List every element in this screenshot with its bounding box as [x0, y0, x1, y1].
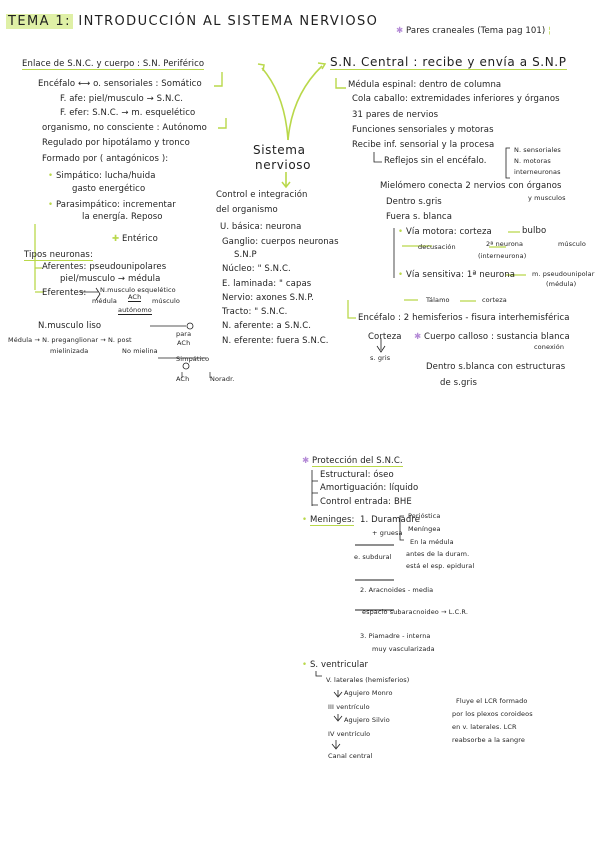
pares-craneales-text: Pares craneales (Tema pag 101) — [406, 26, 546, 36]
s-gris: s. gris — [370, 354, 391, 362]
snc-header: S.N. Central : recibe y envía a S.N.P — [330, 55, 567, 69]
aferentes-line: Aferentes: pseudounipolares — [42, 262, 167, 272]
page-title — [6, 14, 378, 29]
aracnoides: 2. Aracnoides - media — [360, 586, 434, 594]
en-medula-1: En la médula — [410, 538, 454, 546]
ach-para-small: ACh — [177, 339, 191, 347]
title-text: INTRODUCCIÓN AL SISTEMA NERVIOSO — [78, 14, 379, 29]
title-tema: TEMA 1: — [8, 14, 71, 29]
dentro-blanca: Dentro s.blanca con estructuras — [426, 362, 566, 372]
aferentes-line-2: piel/musculo → médula — [60, 274, 161, 284]
musculo-r: músculo — [558, 240, 587, 248]
fluye-4: reabsorbe a la sangre — [452, 736, 526, 744]
encefalo-hemisferios: Encéfalo : 2 hemisferios - fisura interhemisférica — [358, 313, 570, 323]
no-mielina-small: No mielina — [122, 347, 158, 355]
autonomo-line: organismo, no consciente : Autónomo — [42, 123, 207, 133]
en-medula-2: antes de la duram. — [406, 550, 470, 558]
centro-sistema: Sistema — [253, 143, 306, 157]
centro-nervioso: nervioso — [255, 158, 312, 172]
control-item: U. básica: neurona — [220, 222, 302, 232]
de-s-gris: de s.gris — [440, 378, 478, 388]
corteza-2: Corteza — [368, 332, 402, 342]
regulado-line: Regulado por hipotálamo y tronco — [42, 138, 190, 148]
via-motora: • Vía motora: corteza — [398, 227, 492, 237]
interneuronas: interneuronas — [514, 168, 561, 176]
iii-ventriculo: III ventrículo — [328, 703, 370, 711]
cuerpo-calloso: ✱ Cuerpo calloso : sustancia blanca — [414, 332, 570, 342]
espacio-sub: espacio subaracnoideo → L.C.R. — [362, 608, 468, 616]
recibe-inf: Recibe inf. sensorial y la procesa — [352, 140, 495, 150]
en-medula-3: está el esp. epidural — [406, 562, 475, 570]
control-item: N. eferente: fuera S.N.C. — [222, 336, 329, 346]
medula-p: (médula) — [546, 280, 577, 288]
simpatico-line: • Simpático: lucha/huida — [48, 171, 156, 181]
pares-nervios: 31 pares de nervios — [352, 110, 439, 120]
formado-line: Formado por ( antagónicos ): — [42, 154, 169, 164]
n-musculo-esq: N.musculo esquelético — [100, 286, 176, 294]
gruesa: + gruesa — [372, 529, 403, 537]
bulbo: bulbo — [522, 226, 547, 236]
iv-ventriculo: IV ventrículo — [328, 730, 371, 738]
piamadre: 3. Piamadre - interna — [360, 632, 431, 640]
noradr-small: Noradr. — [210, 375, 235, 383]
mielinizada-small: mielinizada — [50, 347, 89, 355]
reflejos: Reflejos sin el encéfalo. — [384, 156, 487, 166]
fluye-1: Fluye el LCR formado — [456, 697, 528, 705]
amortiguacion: Amortiguación: líquido — [320, 483, 419, 493]
meninges: • Meninges: — [302, 515, 355, 525]
control-entrada: Control entrada: BHE — [320, 497, 412, 507]
n-musculo-liso: N.musculo liso — [38, 321, 102, 331]
control-item: E. laminada: " capas — [222, 279, 312, 289]
agujero-monro: Agujero Monro — [344, 689, 393, 697]
estructural: Estructural: óseo — [320, 470, 394, 480]
s-ventricular: • S. ventricular — [302, 660, 369, 670]
control-h1: Control e integración — [216, 190, 308, 200]
n-motoras: N. motoras — [514, 157, 551, 165]
fibra-aferente: F. afe: piel/musculo → S.N.C. — [60, 94, 184, 104]
control-item: S.N.P — [234, 250, 257, 260]
proteccion-header: ✱ Protección del S.N.C. — [302, 456, 403, 466]
y-musculos: y musculos — [528, 194, 566, 202]
tipos-neuronas: Tipos neuronas: — [24, 250, 93, 260]
control-item: Núcleo: " S.N.C. — [222, 264, 291, 274]
m-pseudo: m. pseudounipolar — [532, 270, 595, 278]
interneurona-p: (interneurona) — [478, 252, 527, 260]
branch-arrow-left — [262, 68, 288, 140]
parasimpatico-line-2: la energía. Reposo — [82, 212, 163, 222]
encefalo-somatico: Encéfalo ⟷ o. sensoriales : Somático — [38, 79, 202, 89]
v-laterales: V. laterales (hemisferios) — [326, 676, 410, 684]
duramadre: 1. Duramadre — [360, 515, 421, 525]
simpatico-line-2: gasto energético — [72, 184, 146, 194]
medula-espinal: Médula espinal: dentro de columna — [348, 80, 502, 90]
simpatico-small: Simpático — [176, 355, 210, 363]
periostica: Perióstica — [408, 512, 441, 520]
corteza-r: corteza — [482, 296, 507, 304]
medula-small: médula — [92, 297, 117, 305]
pares-craneales-note — [396, 26, 551, 37]
funciones: Funciones sensoriales y motoras — [352, 125, 494, 135]
fluye-3: en v. laterales. LCR — [452, 723, 517, 731]
agujero-silvio: Agujero Silvio — [344, 716, 390, 724]
n-sensoriales: N. sensoriales — [514, 146, 561, 154]
control-h2: del organismo — [216, 205, 278, 215]
branch-arrow-right — [288, 66, 322, 140]
fluye-2: por los plexos coroideos — [452, 710, 533, 718]
ach-small: ACh — [128, 293, 142, 301]
segunda-neurona: 2ª neurona — [486, 240, 524, 248]
conexion: conexión — [534, 343, 565, 351]
via-sensitiva: • Vía sensitiva: 1ª neurona — [398, 270, 516, 280]
fuera-blanca: Fuera s. blanca — [386, 212, 453, 222]
fibra-eferente: F. efer: S.N.C. → m. esquelético — [60, 108, 196, 118]
meningea: Meníngea — [408, 525, 441, 533]
mielomero: Mielómero conecta 2 nervios con órganos — [380, 181, 562, 191]
eferentes-line: Eferentes: — [42, 288, 87, 298]
cola-caballo: Cola caballo: extremidades inferiores y órganos — [352, 94, 560, 104]
star-icon: ✱ — [396, 26, 404, 36]
dentro-gris: Dentro s.gris — [386, 197, 442, 207]
musculo-small: músculo — [152, 297, 181, 305]
e-subdural: e. subdural — [354, 553, 392, 561]
canal-central: Canal central — [328, 752, 373, 760]
control-item: Ganglio: cuerpos neuronas — [222, 237, 339, 247]
para-small: para — [176, 330, 192, 338]
mark-icon: ¦ — [548, 26, 552, 36]
talamo: Tálamo — [426, 296, 450, 304]
autonomo-small: autónomo — [118, 306, 152, 314]
parasimpatico-line: • Parasimpático: incrementar — [48, 200, 176, 210]
snp-header: Enlace de S.N.C. y cuerpo : S.N. Periférico — [22, 59, 205, 69]
muy-vasc: muy vascularizada — [372, 645, 435, 653]
enterico-line: ✚ Entérico — [112, 234, 158, 244]
control-item: Nervio: axones S.N.P. — [222, 293, 314, 303]
ach-bottom-small: ACh — [176, 375, 190, 383]
decusacion: decusación — [418, 243, 456, 251]
medula-pregang: Médula → N. preganglionar → N. post — [8, 336, 132, 344]
control-item: N. aferente: a S.N.C. — [222, 321, 312, 331]
control-item: Tracto: " S.N.C. — [222, 307, 288, 317]
